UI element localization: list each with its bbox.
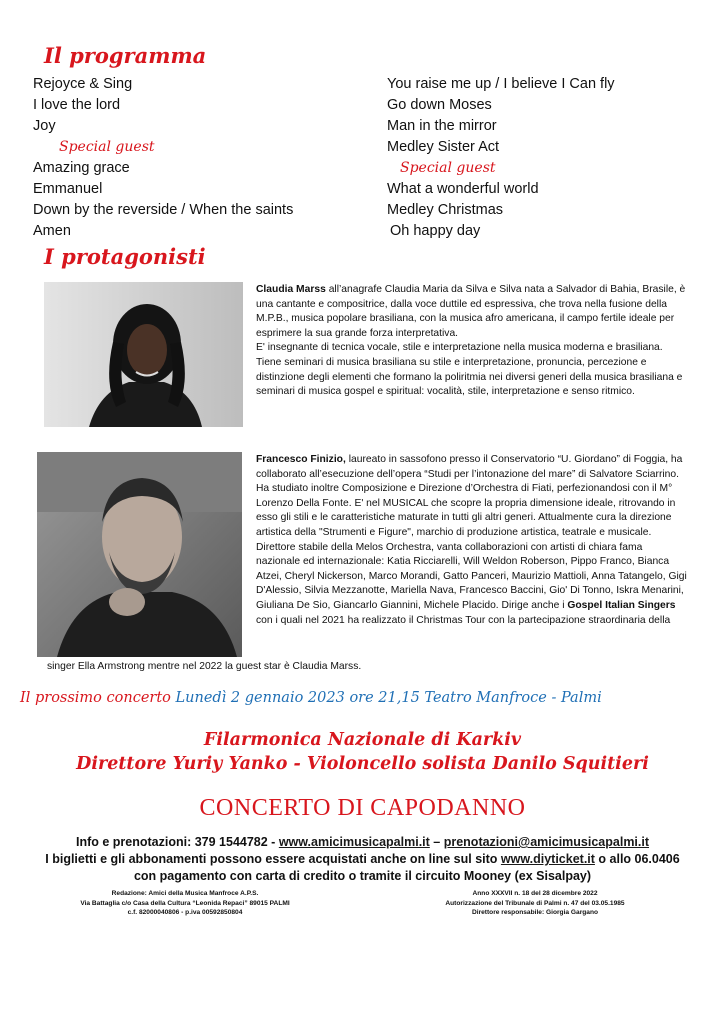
list-item: Oh happy day bbox=[390, 223, 481, 239]
concert-title: CONCERTO DI CAPODANNO bbox=[199, 795, 526, 821]
footer-authorization: Autorizzazione del Tribunale di Palmi n. 47 del 03.05.1985 bbox=[445, 899, 625, 907]
gospel-group-name: Gospel Italian Singers bbox=[567, 599, 676, 611]
claudia-marss-bio bbox=[256, 283, 686, 400]
info-separator: – bbox=[429, 835, 444, 849]
next-concert-details: Lunedì 2 gennaio 2023 ore 21,15 Teatro Manfroce - Palmi bbox=[175, 690, 602, 706]
footer-left bbox=[0, 889, 370, 918]
list-item: Medley Christmas bbox=[387, 202, 504, 218]
list-item: What a wonderful world bbox=[387, 181, 539, 197]
special-guest-label: Special guest bbox=[400, 160, 496, 176]
protagonists-heading: I protagonisti bbox=[44, 244, 206, 269]
footer-editorial: Redazione: Amici della Musica Manfroce A.P.S. bbox=[111, 890, 259, 897]
list-item: Emmanuel bbox=[33, 181, 103, 197]
list-item: Man in the mirror bbox=[387, 118, 497, 134]
francesco-finizio-photo bbox=[37, 452, 242, 657]
list-item: You raise me up / I believe I Can fly bbox=[387, 76, 615, 92]
tickets-text: I biglietti e gli abbonamenti possono essere acquistati anche on line sul sito bbox=[45, 852, 501, 866]
list-item: Go down Moses bbox=[387, 97, 492, 113]
info-phone: Info e prenotazioni: 379 1544782 - bbox=[75, 835, 279, 849]
francesco-bio-last-line: singer Ella Armstrong mentre nel 2022 la guest star è Claudia Marss. bbox=[47, 661, 362, 672]
conductor-line: Direttore Yuriy Yanko - Violoncello solista Danilo Squitieri bbox=[76, 754, 649, 774]
ticket-site-link[interactable]: www.diyticket.it bbox=[500, 852, 595, 866]
francesco-bio-text: laureato in sassofono presso il Conservatorio “U. Giordano” di Foggia, ha collaborato all’esecuzione dell’opera “Studi per l’intonazione del mare” di Salvatore Sciarrino. Ha studiato inoltre Composizione e Direzione d’Orchestra di Fiati, perfezionandosi con il M° Lorenzo Della Fonte. E' nel MUSICAL che scopre la propria dimensione ideale, ritrovando in esso gli stili e le caratteristiche maturate in tutti gli altri generi. Attualmente cura la direzione artistica della "Strumenti e Figure", marchio di produzione artistica, teatrale e musicale. Direttore stabile della Melos Orchestra, vanta collaborazioni con artisti di chiara fama nazionale ed internazionale: Katia Ricciarelli, Will Weldon Roberson, Pippo Franco, Bianca Atzei, Cheryl Nickerson, Marco Morandi, Gatto Panceri, Maurizio Mattioli, Anna Tatangelo, Gigi D'Alessio, Silvia Mezzanotte, Mariella Nava, Francesco Baccini, Gio' Di Tonno, Iskra Menarini, Giuliana De Sio, Giancarlo Giannini, Michele Placido. Dirige anche i bbox=[256, 454, 687, 611]
francesco-bio-text-2: con i quali nel 2021 ha realizzato il Christmas Tour con la partecipazione straordinaria della bbox=[256, 614, 671, 626]
francesco-finizio-bio bbox=[256, 453, 688, 628]
email-link[interactable]: prenotazioni@amicimusicapalmi.it bbox=[443, 835, 650, 849]
list-item: Amen bbox=[33, 223, 71, 239]
tickets-line bbox=[0, 852, 725, 866]
program-left-column bbox=[33, 74, 293, 242]
claudia-marss-photo bbox=[44, 282, 243, 427]
claudia-bio-text: all’anagrafe Claudia Maria da Silva e Silva nata a Salvador di Bahia, Brasile, è una cantante e compositrice, dalla voce duttile ed espressiva, che trova nella fusione della M.P.B., musica popolare brasiliana, con la musica afro americana, il campo fertile ideale per esprimere la sua grande forza interpretativa. bbox=[256, 284, 686, 339]
footer-director: Direttore responsabile: Giorgia Gargano bbox=[471, 909, 599, 916]
footer-issue: Anno XXXVII n. 18 del 28 dicembre 2022 bbox=[472, 890, 598, 897]
next-concert-line bbox=[20, 690, 602, 706]
list-item: Down by the reverside / When the saints bbox=[33, 202, 294, 218]
claudia-name: Claudia Marss bbox=[256, 284, 326, 295]
info-line bbox=[0, 835, 725, 849]
footer-tax-ids: c.f. 82000040806 - p.iva 00592850804 bbox=[127, 909, 243, 916]
orchestra-name: Filarmonica Nazionale di Karkiv bbox=[203, 730, 522, 750]
tickets-phone: o allo 06.0406 bbox=[594, 852, 680, 866]
claudia-bio-text-2: E' insegnante di tecnica vocale, stile e interpretazione nella musica moderna e brasiliana. Tiene seminari di musica brasiliana su stile e interpretazione, pronuncia, percezione e distinzione degli elementi che formano la poliritmia nei diversi generi della musica brasiliana e seminari di musica gospel e spiritual: vocalità, stile, interpretazione e senso ritmico. bbox=[256, 342, 683, 398]
footer-address: Via Battaglia c/o Casa della Cultura “Leonida Repaci” 89015 PALMI bbox=[80, 899, 290, 907]
list-item: Joy bbox=[33, 118, 56, 134]
francesco-name: Francesco Finizio, bbox=[256, 454, 346, 465]
footer-right bbox=[410, 889, 660, 918]
list-item: Medley Sister Act bbox=[387, 139, 500, 155]
payment-line: con pagamento con carta di credito o tramite il circuito Mooney (ex Sisalpay) bbox=[133, 869, 592, 883]
list-item: I love the lord bbox=[33, 97, 121, 113]
website-link[interactable]: www.amicimusicapalmi.it bbox=[278, 835, 430, 849]
special-guest-label: Special guest bbox=[59, 139, 155, 155]
list-item: Amazing grace bbox=[33, 160, 130, 176]
list-item: Rejoyce & Sing bbox=[33, 76, 133, 92]
program-heading: Il programma bbox=[44, 43, 207, 68]
program-right-column bbox=[387, 74, 615, 242]
next-concert-label: Il prossimo concerto bbox=[20, 690, 171, 706]
